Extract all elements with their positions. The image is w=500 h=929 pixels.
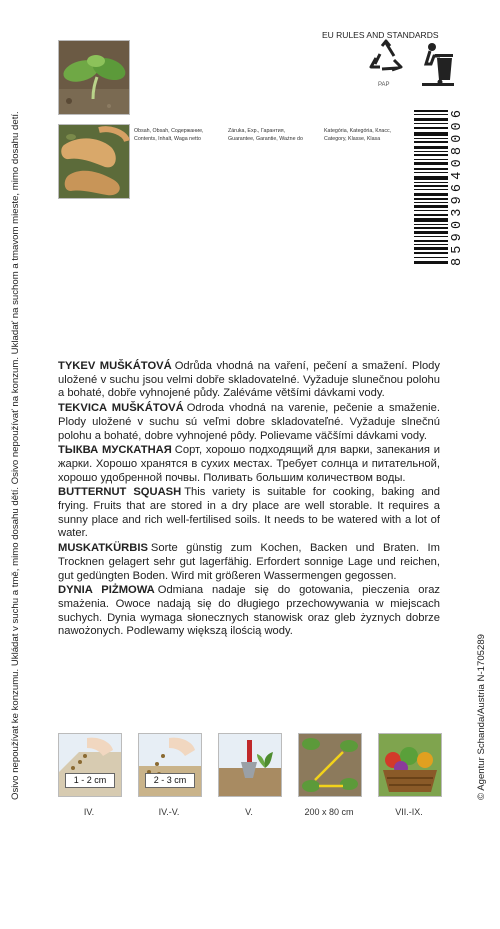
copyright-vertical	[476, 560, 490, 800]
guarantee-line-1: Záruka, Exp., Гарантия,	[228, 128, 286, 134]
section-cs	[58, 360, 440, 401]
guarantee-line-2: Guarantee, Garantie, Ważne do	[228, 135, 303, 142]
sowing-outdoor-icon	[138, 733, 202, 797]
section-sk	[58, 402, 440, 443]
growing-steps	[58, 733, 442, 831]
step-label: V.	[245, 807, 253, 817]
category-meta	[324, 128, 391, 143]
section-title: ТЫКВА МУСКАТНАЯ	[58, 444, 172, 457]
step-spacing	[298, 733, 360, 817]
pap-label: PAP	[378, 82, 390, 88]
contents-line-2: Contents, Inhalt, Waga netto	[134, 135, 201, 142]
trowel-planting-icon	[218, 733, 282, 797]
section-de	[58, 542, 440, 583]
step-label: VII.-IX.	[395, 807, 423, 817]
section-pl	[58, 584, 440, 639]
step-sowing-outdoor	[138, 733, 200, 817]
category-line-2: Category, Klasse, Klasa	[324, 135, 381, 142]
step-sowing-indoor	[58, 733, 120, 817]
step-harvest	[378, 733, 440, 817]
storage-warning-vertical	[0, 60, 22, 800]
copyright-text: © Agentur Schanda/Austria N-1705289	[476, 633, 487, 800]
step-label: 200 x 80 cm	[304, 807, 354, 817]
section-text: Sorte günstig zum Kochen, Backen und Braten. Im Trocknen gelagert sehr gut lagerfähig. Erfordert sonnige Lage und reichen, gut gedüngten Boden. Wird mit größeren Wassermengen gegossen.	[58, 542, 440, 582]
trash-bin-icon	[420, 40, 456, 91]
seedling-photo	[58, 40, 130, 115]
harvest-basket-icon	[378, 733, 442, 797]
butternut-squash-photo	[58, 124, 130, 199]
section-text: Сорт, хорошо подходящий для варки, запекания и жарки. Хорошо хранятся в сухих местах. Требует солнца и питательной, хорошо удобренной почвы. Поливать большим количеством воды.	[58, 444, 440, 484]
category-line-1: Kategória, Kategória, Класс,	[324, 128, 392, 134]
contents-line-1: Obsah, Obsah, Содержание,	[134, 128, 204, 134]
step-label: IV.	[83, 807, 95, 817]
section-title: DYNIA PIŻMOWA	[58, 584, 155, 597]
section-text: This variety is suitable for cooking, baking and frying. Fruits that are stored in a dry place are well storable. It requires a sunny place and rich well-fertilised soils. It needs to be watered with a lot of water.	[58, 486, 440, 540]
section-title: MUSKATKÜRBIS	[58, 542, 148, 555]
section-text: Odrůda vhodná na vaření, pečení a smažení. Plody uložené v suchu jsou velmi dobře skladovatelné. Vyžaduje slunečnou polohu a bohaté, dobře vyhnojené půdy. Zaléváme většími dávkami vody.	[58, 360, 440, 400]
section-text: Odroda vhodná na varenie, pečenie a smaženie. Plody uložené v suchu sú veľmi dobre skladovateľné. Vyžaduje slnečnú polohu a bohaté, dobre vyhnojené pôdy. Polievame väčšími dávkami vody.	[58, 402, 441, 442]
section-text: Odmiana nadaje się do gotowania, pieczenia oraz smażenia. Owoce nadają się do długiego przechowywania w miejscach suchych. Dynia wymaga słonecznych stanowisk oraz gleb żyznych dobrze nawożonych. Podlewamy większą ilością wody.	[58, 584, 441, 638]
step-planting	[218, 733, 280, 817]
section-title: TEKVICA MUŠKÁTOVÁ	[58, 402, 184, 415]
contents-meta	[134, 128, 204, 143]
spacing-icon	[298, 733, 362, 797]
eu-rules-title: EU RULES AND STANDARDS	[322, 30, 439, 40]
barcode	[414, 110, 465, 266]
barcode-number: 8590396408006	[450, 110, 465, 266]
storage-warning-text: Osivo nepoužívat ke konzumu. Ukládat v suchu a tmě, mimo dosahu dětí. Osivo nepoužívať na konzum. Ukladať na suchom a tmavom mieste, mimo dosahu detí.	[10, 111, 21, 800]
sowing-indoor-icon	[58, 733, 122, 797]
depth-chip: 1 - 2 cm	[65, 773, 115, 788]
description-block	[58, 360, 440, 640]
section-title: BUTTERNUT SQUASH	[58, 486, 182, 499]
section-en	[58, 486, 440, 541]
depth-chip: 2 - 3 cm	[145, 773, 195, 788]
section-ru	[58, 444, 440, 485]
section-title: TYKEV MUŠKÁTOVÁ	[58, 360, 172, 372]
step-label: IV.-V.	[158, 807, 180, 817]
guarantee-meta	[228, 128, 303, 143]
recycle-icon	[368, 40, 404, 79]
